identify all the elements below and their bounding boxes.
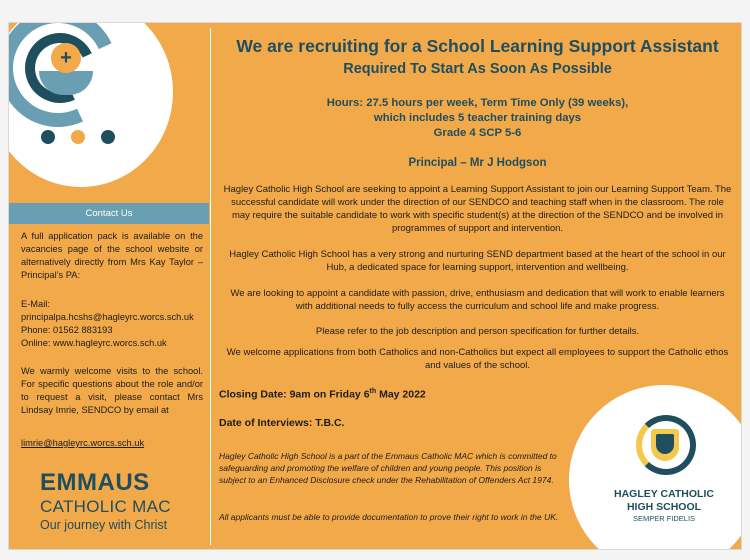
sidebar bbox=[9, 23, 209, 550]
application-pack-info: A full application pack is available on the vacancies page of the school website or alternatively directly from Mrs Kay Taylor – Principal’s PA: bbox=[21, 231, 203, 280]
visit-info: We warmly welcome visits to the school. For specific questions about the role and/or to request a visit, please contact Mrs Lindsay Imrie, SENDCO by email at bbox=[21, 366, 203, 415]
closing-date bbox=[219, 388, 426, 401]
email-label: E-Mail: bbox=[21, 299, 50, 309]
emmaus-tagline: Our journey with Christ bbox=[40, 518, 168, 532]
emmaus-logo bbox=[8, 22, 173, 187]
emmaus-subtitle: CATHOLIC MAC bbox=[40, 497, 171, 516]
sendco-email[interactable] bbox=[21, 437, 203, 450]
candidate-description: We are looking to appoint a candidate with passion, drive, enthusiasm and dedication that will work to enable learners with additional needs to fully access the curriculum and school life and make progress. bbox=[230, 288, 725, 312]
safeguarding-statement: Hagley Catholic High School is a part of the Emmaus Catholic MAC which is committed to safeguarding and promoting the welfare of children and young people. This position is subject to an Enhanced Disclosure check under the Rehabilitation of Offenders Act 1974. bbox=[219, 451, 557, 485]
school-motto: SEMPER FIDELIS bbox=[632, 514, 696, 523]
job-title: We are recruiting for a School Learning Support Assistant bbox=[236, 36, 719, 56]
role-description: Hagley Catholic High School are seeking to appoint a Learning Support Assistant to join our Learning Support Team. The successful candidate will work under the direction of our SENDCO and teaching staff when in the classroom. The role may require the suitable candidate to work with specific student(s) at the direction of the SENDCO and be involved in programmes of support and intervention. bbox=[223, 184, 732, 234]
contact-us-header: Contact Us bbox=[9, 203, 209, 224]
recruitment-poster bbox=[8, 22, 742, 550]
emmaus-wordmark: EMMAUS bbox=[40, 469, 150, 496]
logo-dot-left bbox=[41, 130, 55, 144]
school-name-line-1: HAGLEY CATHOLIC bbox=[614, 488, 714, 500]
right-to-work-statement: All applicants must be able to provide documentation to prove their right to work in the UK. bbox=[219, 512, 559, 522]
closing-date-ordinal: th bbox=[369, 388, 377, 395]
interview-date: Date of Interviews: T.B.C. bbox=[219, 417, 345, 429]
column-divider bbox=[210, 28, 211, 545]
further-details: Please refer to the job description and person specification for further details. bbox=[315, 326, 640, 337]
closing-date-suffix: May 2022 bbox=[376, 388, 426, 401]
website-address[interactable]: Online: www.hagleyrc.worcs.sch.uk bbox=[21, 338, 167, 348]
principal-name: Principal – Mr J Hodgson bbox=[408, 157, 547, 169]
school-name-line-2: HIGH SCHOOL bbox=[626, 501, 702, 513]
hours-line-2: which includes 5 teacher training days bbox=[373, 112, 582, 124]
logo-cross-icon: + bbox=[51, 43, 81, 73]
contact-details bbox=[21, 298, 203, 350]
logo-dot-right bbox=[101, 130, 115, 144]
principal-pa-email[interactable]: principalpa.hcshs@hagleyrc.worcs.sch.uk bbox=[21, 312, 194, 322]
applications-welcome: We welcome applications from both Catholics and non-Catholics but expect all employees to support the Catholic ethos and values of the school. bbox=[226, 347, 729, 371]
hours-line-1: Hours: 27.5 hours per week, Term Time Only (39 weeks), bbox=[326, 97, 629, 109]
crest-inner bbox=[656, 434, 674, 454]
sendco-email-link[interactable]: limrie@hagleyrc.worcs.sch.uk bbox=[21, 438, 145, 448]
start-date-subtitle: Required To Start As Soon As Possible bbox=[343, 61, 612, 77]
send-department-description: Hagley Catholic High School has a very strong and nurturing SEND department based at the heart of the school in our Hub, a dedicated space for learning support, intervention and wellbeing. bbox=[229, 249, 726, 273]
grade: Grade 4 SCP 5-6 bbox=[433, 127, 522, 139]
closing-date-prefix: Closing Date: 9am on Friday 6 bbox=[219, 388, 370, 401]
phone-number: Phone: 01562 883193 bbox=[21, 325, 113, 335]
school-crest-icon bbox=[651, 429, 679, 461]
logo-dot-middle bbox=[71, 130, 85, 144]
